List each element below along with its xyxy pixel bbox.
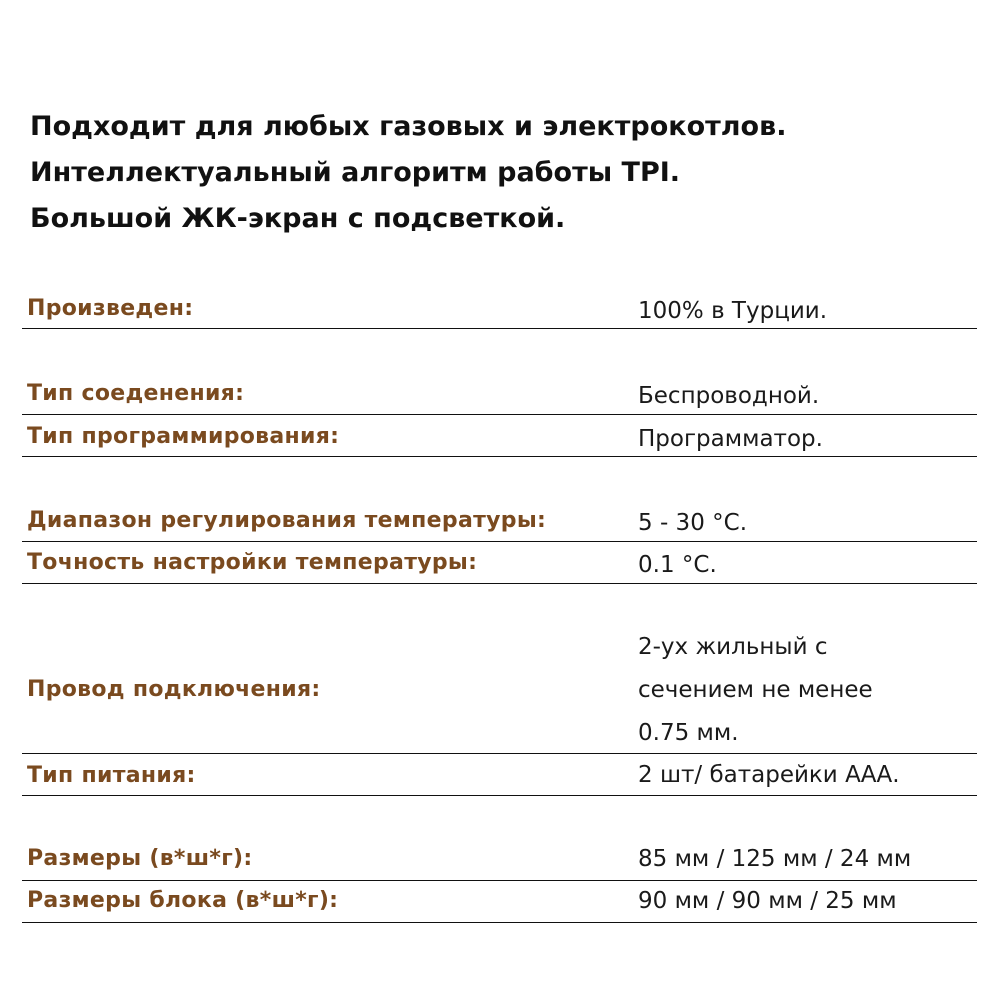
spec-value-power-type: 2 шт/ батарейки ААА.	[638, 762, 900, 788]
spec-label-power-type: Тип питания:	[27, 763, 196, 788]
spec-value-made-in: 100% в Турции.	[638, 298, 828, 324]
spec-label-temp-range: Диапазон регулирования температуры:	[27, 508, 547, 533]
spec-label-programming-type: Тип программирования:	[27, 424, 340, 449]
divider	[22, 583, 977, 584]
spec-label-block-dimensions: Размеры блока (в*ш*г):	[27, 888, 339, 913]
spec-value-block-dimensions: 90 мм / 90 мм / 25 мм	[638, 888, 897, 914]
headline-compatibility: Подходит для любых газовых и электрокотлов.	[30, 111, 787, 142]
spec-label-temp-precision: Точность настройки температуры:	[27, 550, 478, 575]
headline-display: Большой ЖК-экран с подсветкой.	[30, 203, 566, 234]
divider	[22, 795, 977, 796]
headline-algorithm: Интеллектуальный алгоритм работы TPI.	[30, 157, 681, 188]
spec-label-connection-type: Тип соеденения:	[27, 381, 245, 406]
divider	[22, 922, 977, 923]
divider	[22, 541, 977, 542]
spec-value-temp-range: 5 - 30 °С.	[638, 510, 748, 536]
divider	[22, 328, 977, 329]
divider	[22, 414, 977, 415]
spec-value-wire-line-1: 2-ух жильный с	[638, 634, 828, 660]
spec-value-temp-precision: 0.1 °С.	[638, 552, 717, 578]
divider	[22, 456, 977, 457]
spec-value-wire-line-2: сечением не менее	[638, 677, 873, 703]
spec-value-connection-type: Беспроводной.	[638, 383, 820, 409]
spec-value-programming-type: Программатор.	[638, 426, 823, 452]
spec-label-made-in: Произведен:	[27, 296, 194, 321]
spec-value-wire-line-3: 0.75 мм.	[638, 720, 739, 746]
spec-value-dimensions: 85 мм / 125 мм / 24 мм	[638, 846, 912, 872]
spec-label-wire: Провод подключения:	[27, 677, 321, 702]
spec-label-dimensions: Размеры (в*ш*г):	[27, 846, 253, 871]
